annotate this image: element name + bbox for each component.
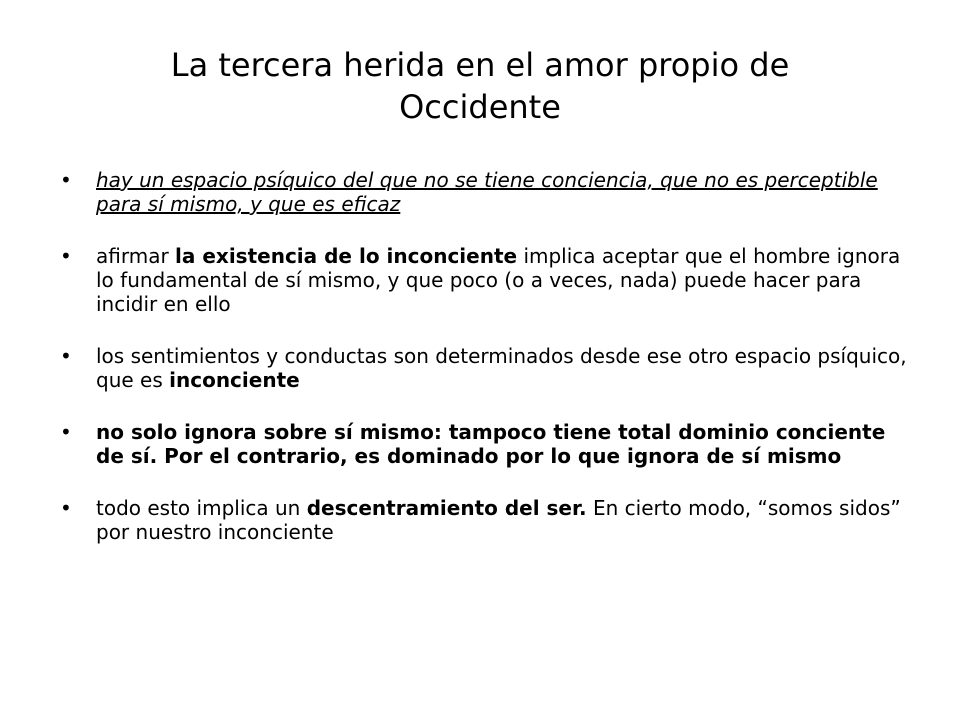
bullet-text-2-post: implica aceptar que el hombre ignora lo fundamental de sí mismo, y que poco (o a veces, nada) puede hacer para incidir en ello bbox=[96, 244, 901, 316]
bullet-item-3 bbox=[60, 344, 910, 392]
bullet-icon: • bbox=[60, 496, 72, 520]
slide-title-line-1: La tercera herida en el amor propio de bbox=[170, 46, 790, 84]
bullet-icon: • bbox=[60, 420, 72, 444]
bullet-text-3-bold: inconciente bbox=[169, 368, 300, 392]
bullet-text-2-pre: afirmar bbox=[96, 244, 176, 268]
bullet-text-5-post: En cierto modo, “somos sidos” por nuestro inconciente bbox=[96, 496, 901, 544]
bullet-list bbox=[60, 168, 910, 572]
slide-title-line-2: Occidente bbox=[399, 88, 561, 126]
bullet-text-2-bold: la existencia de lo inconciente bbox=[175, 244, 518, 268]
bullet-text-3-pre: los sentimientos y conductas son determinados desde ese otro espacio psíquico, que es bbox=[96, 344, 907, 392]
bullet-item-5 bbox=[60, 496, 910, 544]
bullet-icon: • bbox=[60, 168, 72, 192]
bullet-item-2 bbox=[60, 244, 910, 316]
bullet-text-4-bold: no solo ignora sobre sí mismo: tampoco tiene total dominio conciente de sí. Por el contrario, es dominado por lo que ignora de sí mismo bbox=[96, 420, 886, 468]
bullet-item-1 bbox=[60, 168, 910, 216]
bullet-text-1: hay un espacio psíquico del que no se tiene conciencia, que no es perceptible para sí mismo, y que es eficaz bbox=[96, 168, 878, 216]
bullet-text-5-bold: descentramiento del ser. bbox=[306, 496, 587, 520]
slide-title bbox=[80, 44, 880, 128]
bullet-item-4 bbox=[60, 420, 910, 468]
bullet-icon: • bbox=[60, 244, 72, 268]
bullet-text-5-pre: todo esto implica un bbox=[96, 496, 307, 520]
bullet-icon: • bbox=[60, 344, 72, 368]
